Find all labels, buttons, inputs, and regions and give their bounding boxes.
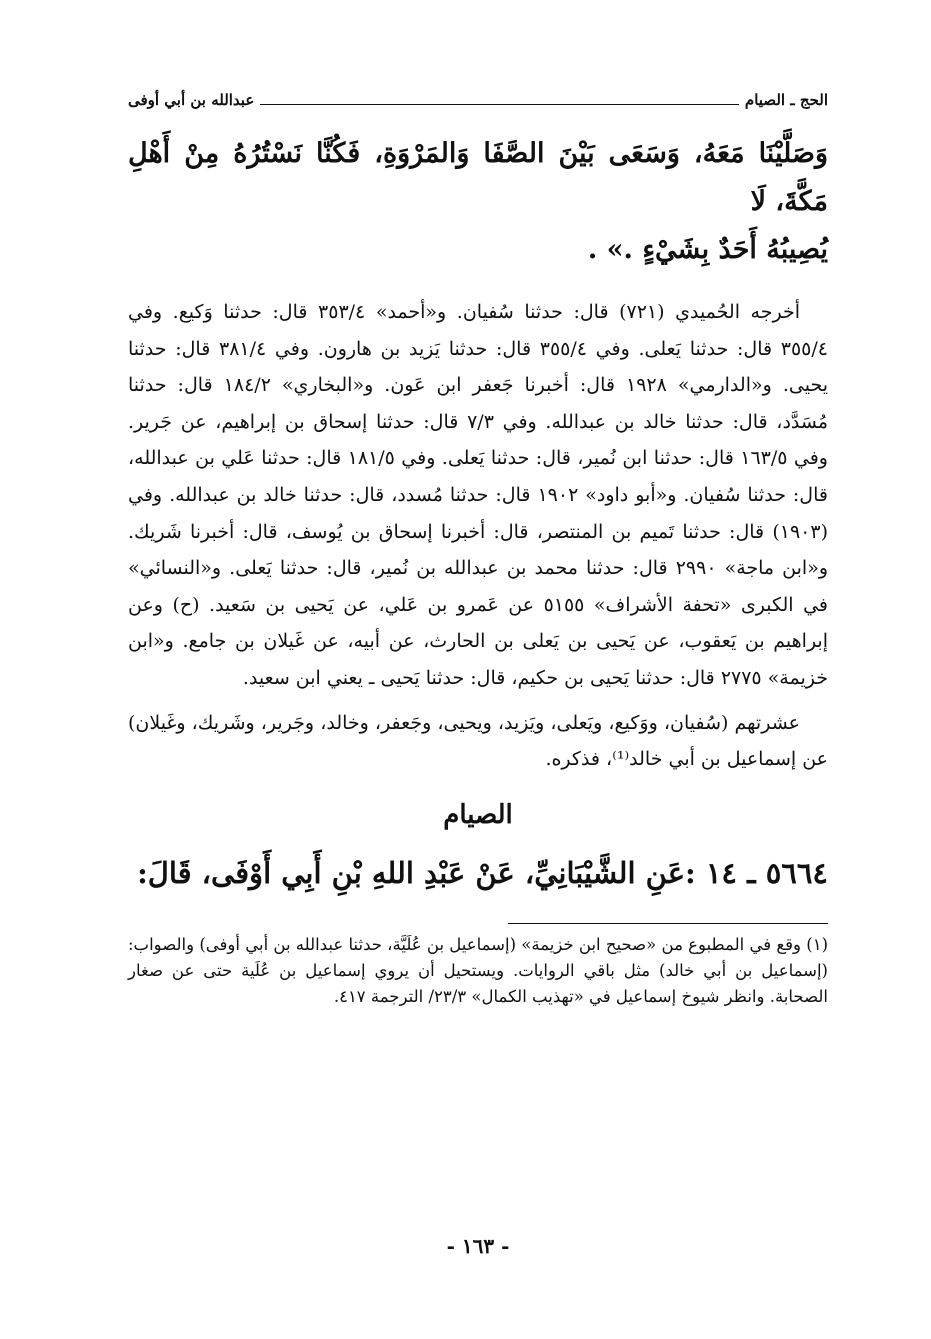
footnote-1: (١) وقع في المطبوع من «صحيح ابن خزيمة» (إسماعيل بن عُلَيَّة، حدثنا عبدالله بن أبي أوفى) والصواب: (إسماعيل بن أبي خالد) مثل باقي الروايات. ويستحيل أن يروي إسماعيل بن عُلَية حتى عن صغار الصحابة. وانظر شيوخ إسماعيل في «تهذيب الكمال» ٢٣/٣/ الترجمة ٤١٧. [128, 934, 828, 1006]
page-number: - ١٦٣ - [446, 1234, 510, 1258]
summary-text: عشرتهم (سُفيان، ووَكيع، ويَعلى، ويَزيد، ويحيى، وجَعفر، وخالد، وجَرير، وشَريك، وغَيلان) عن إسماعيل بن أبي خالد⁽¹⁾، فذكره. [128, 711, 828, 770]
takhrij-text: أخرجه الحُميدي (٧٢١) قال: حدثنا سُفيان. و«أحمد» ٣٥٣/٤ قال: حدثنا وَكيع. وفي ٣٥٥/٤ قال: حدثنا يَعلى. وفي ٣٥٥/٤ قال: حدثنا يَزيد بن هارون. وفي ٣٨١/٤ قال: حدثنا يحيى. و«الدارمي» ١٩٢٨ قال: أخبرنا جَعفر ابن عَون. و«البخاري» ١٨٤/٢ قال: حدثنا مُسَدَّد، قال: حدثنا خالد بن عبدالله. وفي ٧/٣ قال: حدثنا إسحاق بن إبراهيم، عن جَرير. وفي ١٦٣/٥ قال: حدثنا ابن نُمير، قال: حدثنا يَعلى. وفي ١٨١/٥ قال: حدثنا عَلي بن عبدالله، قال: حدثنا سُفيان. و«أبو داود» ١٩٠٢ قال: حدثنا مُسدد، قال: حدثنا خالد بن عبدالله. وفي (١٩٠٣) قال: حدثنا تَميم بن المنتصر، قال: أخبرنا إسحاق بن يُوسف، قال: أخبرنا شَريك. و«ابن ماجة» ٢٩٩٠ قال: حدثنا محمد بن عبدالله بن نُمير، قال: حدثنا يَعلى. و«النسائي» في الكبرى «تحفة الأشراف» ٥١٥٥ عن عَمرو بن عَلي، عن يَحيى بن سَعيد. (ح) وعن إبراهيم بن يَعقوب، عن يَحيى بن يَعلى بن الحارث، عن أبيه، عن غَيلان بن جامع. و«ابن خزيمة» ٢٧٧٥ قال: حدثنا يَحيى بن حكيم، قال: حدثنا يَحيى ـ يعني ابن سعيد. [128, 301, 829, 689]
footnote-divider [508, 923, 828, 924]
hadith-heading: ٥٦٦٤ ـ ١٤ :عَنِ الشَّيْبَانِيِّ، عَنْ عَبْدِ اللهِ بْنِ أَبِي أَوْفَى، قَالَ: [137, 855, 828, 890]
hadith-line-2: يُصِيبُهُ أَحَدٌ بِشَيْءٍ .» . [587, 234, 828, 265]
hadith-line-1: وَصَلَّيْنَا مَعَهُ، وَسَعَى بَيْنَ الصَّفَا وَالمَرْوَةِ، فَكُنَّا نَسْتُرُهُ مِنْ أَهْلِ مَكَّةَ، لَا [128, 138, 828, 217]
footnotes [128, 932, 828, 1010]
takhrij-paragraph [128, 294, 828, 697]
hadith-text [128, 130, 828, 274]
header-companion-name: عبدالله بن أبي أوفى [128, 91, 255, 109]
summary-paragraph [128, 705, 828, 777]
book-page [128, 88, 828, 1288]
section-title: الصيام [443, 799, 513, 830]
header-rule [260, 104, 739, 105]
running-header [128, 88, 828, 112]
header-chapter-title: الحج ـ الصيام [744, 91, 828, 109]
